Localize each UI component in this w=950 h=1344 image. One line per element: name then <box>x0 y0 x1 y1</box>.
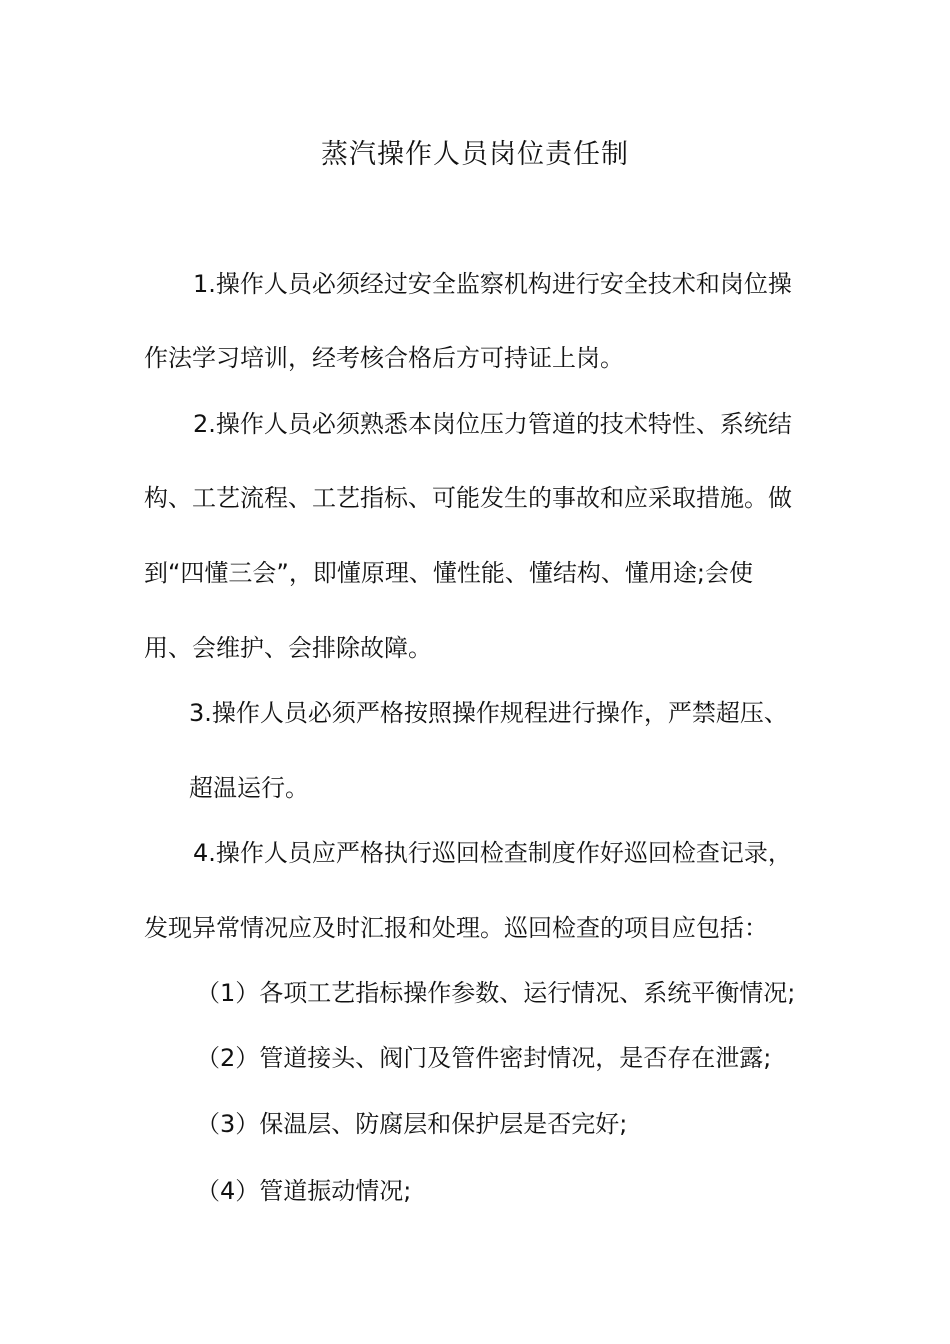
clause-4-line-1: 4.操作人员应严格执行巡回检查制度作好巡回检查记录， <box>193 839 792 867</box>
clause-4-line-2: 发现异常情况应及时汇报和处理。巡回检查的项目应包括： <box>144 914 768 942</box>
clause-3-line-2: 超温运行。 <box>189 774 309 802</box>
list-item-2: （2）管道接头、阀门及管件密封情况，是否存在泄露; <box>196 1044 772 1072</box>
clause-1-line-2: 作法学习培训，经考核合格后方可持证上岗。 <box>144 344 624 372</box>
clause-2-line-2: 构、工艺流程、工艺指标、可能发生的事故和应采取措施。做 <box>144 484 792 512</box>
list-item-4: （4）管道振动情况; <box>196 1177 412 1205</box>
list-item-3: （3）保温层、防腐层和保护层是否完好; <box>196 1110 628 1138</box>
clause-2-line-3: 到“四懂三会”，即懂原理、懂性能、懂结构、懂用途;会使 <box>144 559 753 587</box>
list-item-1: （1）各项工艺指标操作参数、运行情况、系统平衡情况; <box>196 979 796 1007</box>
clause-3-line-1: 3.操作人员必须严格按照操作规程进行操作，严禁超压、 <box>189 699 788 727</box>
clause-2-line-4: 用、会维护、会排除故障。 <box>144 634 432 662</box>
clause-2-line-1: 2.操作人员必须熟悉本岗位压力管道的技术特性、系统结 <box>193 410 792 438</box>
clause-1-line-1: 1.操作人员必须经过安全监察机构进行安全技术和岗位操 <box>193 270 792 298</box>
document-title: 蒸汽操作人员岗位责任制 <box>321 139 629 170</box>
